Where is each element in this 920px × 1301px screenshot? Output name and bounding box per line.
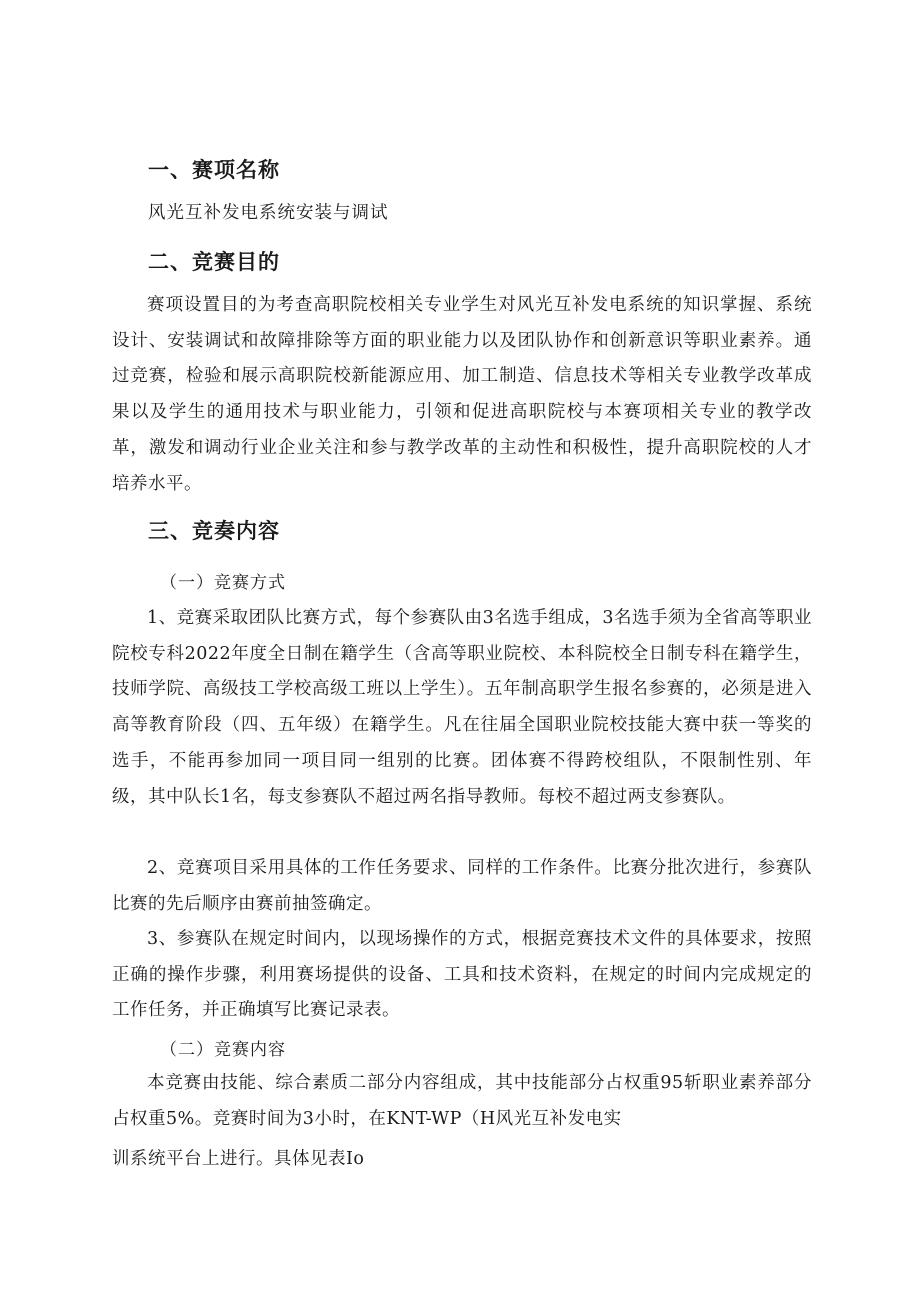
section-1-heading: 一、赛项名称 <box>148 158 280 182</box>
format-paragraph-2: 2、竞赛项目采用具体的工作任务要求、同样的工作条件。比赛分批次进行，参赛队比赛的先后顺序由赛前抽签确定。 <box>112 858 812 914</box>
subsection-competition-format: （一）竞赛方式 <box>160 573 286 593</box>
format-paragraph-1: 1、竞赛采取团队比赛方式，每个参赛队由3名选手组成，3名选手须为全省高等职业院校专科2022年度全日制在籍学生（含高等职业院校、本科院校全日制专科在籍学生，技师学院、高级技工学校高级工班以上学生）。五年制高职学生报名参赛的，必须是进入高等教育阶段（四、五年级）在籍学生。凡在往届全国职业院校技能大赛中获一等奖的选手，不能再参加同一项目同一组别的比赛。团体赛不得跨校组队，不限制性别、年级，其中队长1名，每支参赛队不超过两名指导教师。每校不超过两支参赛队。 <box>112 608 812 807</box>
section-2-heading: 二、竞赛目的 <box>148 250 280 274</box>
content-paragraph-last-line: 训系统平台上进行。具体见表Io <box>112 1149 365 1169</box>
section-3-heading: 三、竞奏内容 <box>148 519 280 543</box>
subsection-competition-content: （二）竞赛内容 <box>160 1040 286 1060</box>
purpose-paragraph: 赛项设置目的为考查高职院校相关专业学生对风光互补发电系统的知识掌握、系统设计、安装调试和故障排除等方面的职业能力以及团队协作和创新意识等职业素养。通过竞赛，检验和展示高职院校新能源应用、加工制造、信息技术等相关专业教学改革成果以及学生的通用技术与职业能力，引领和促进高职院校与本赛项相关专业的教学改革，激发和调动行业企业关注和参与教学改革的主动性和积极性，提升高职院校的人才培养水平。 <box>112 295 812 494</box>
format-paragraph-3: 3、参赛队在规定时间内，以现场操作的方式，根据竞赛技术文件的具体要求，按照正确的操作步骤，利用赛场提供的设备、工具和技术资料，在规定的时间内完成规定的工作任务，并正确填写比赛记录表。 <box>112 929 812 1021</box>
content-paragraph: 本竞赛由技能、综合素质二部分内容组成，其中技能部分占权重95斩职业素养部分占权重5%。竞赛时间为3小时，在KNT-WP（H风光互补发电实 <box>112 1073 812 1129</box>
event-name: 风光互补发电系统安装与调试 <box>148 203 389 223</box>
